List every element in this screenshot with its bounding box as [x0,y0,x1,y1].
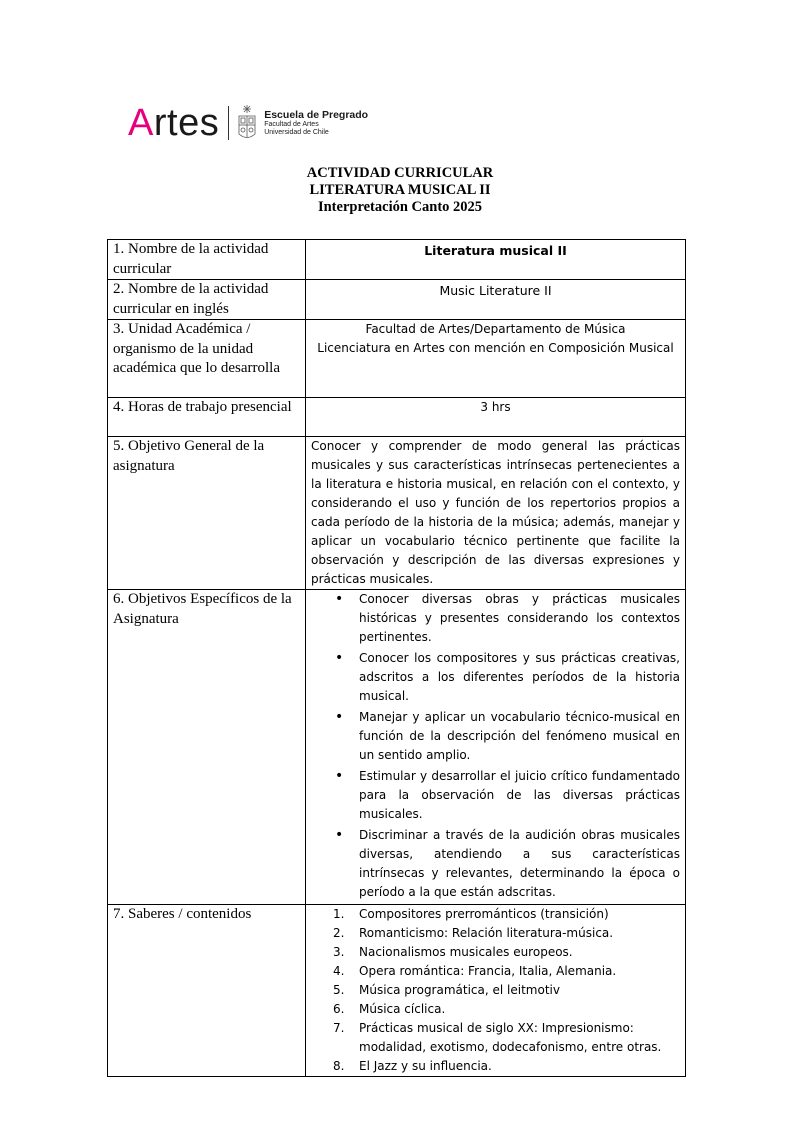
row-value [306,320,686,398]
title-line-1: ACTIVIDAD CURRICULAR [306,165,494,181]
list-number: 4. [333,964,345,978]
row-label: 7. Saberes / contenidos [108,905,306,1077]
list-item [333,943,680,962]
table-row [108,320,686,398]
list-item [333,1057,680,1076]
list-text: Romanticismo: Relación literatura-música. [359,926,614,940]
list-item: • Manejar y aplicar un vocabulario técnico-musical en función de la descripción del fenómeno musical en un sentido amplio. [359,708,680,765]
row-label: 5. Objetivo General de la asignatura [108,437,306,590]
list-number: 5. [333,983,345,997]
list-text: Música programática, el leitmotiv [359,983,560,997]
list-text: Compositores prerrománticos (transición) [359,907,609,921]
curricular-table [107,239,686,1077]
list-text: Nacionalismos musicales europeos. [359,945,573,959]
university-seal-icon [236,104,258,142]
table-row [108,398,686,437]
list-item [333,905,680,924]
table-row [108,437,686,590]
row-value [306,590,686,905]
list-item [333,981,680,1000]
row-label: 6. Objetivos Específicos de la Asignatura [108,590,306,905]
list-item [333,924,680,943]
list-item: • Discriminar a través de la audición obras musicales diversas, atendiendo a sus características intrínsecas y relevantes, determinando la época o período a la que están adscritas. [359,826,680,902]
row-label: 1. Nombre de la actividad curricular [108,240,306,280]
list-number: 1. [333,907,345,921]
logo-school: Escuela de Pregrado [264,109,369,121]
document-title [0,165,800,216]
row-value: Literatura musical II [306,240,686,280]
row-value: 3 hrs [306,398,686,437]
list-text: Música cíclica. [359,1002,446,1016]
list-number: 6. [333,1002,345,1016]
list-item: • Conocer diversas obras y prácticas musicales históricas y presentes considerando los contextos pertinentes. [359,590,680,647]
list-text: Opera romántica: Francia, Italia, Alemania. [359,964,617,978]
logo-faculty: Facultad de Artes [264,121,319,128]
table-row [108,240,686,280]
row-value: Music Literature II [306,280,686,320]
row-label: 3. Unidad Académica / organismo de la unidad académica que lo desarrolla [108,320,306,398]
logo-text-block [264,109,368,137]
list-number: 3. [333,945,345,959]
list-item [333,962,680,981]
table-row [108,905,686,1077]
title-line-3: Interpretación Canto 2025 [317,199,483,215]
logo-university: Universidad de Chile [264,129,329,136]
unit-line-2: Licenciatura en Artes con mención en Composición Musical [317,341,674,355]
list-text: El Jazz y su influencia. [359,1059,492,1073]
list-item [333,1019,680,1057]
list-number: 7. [333,1021,345,1035]
list-item: • Estimular y desarrollar el juicio crítico fundamentado para la observación de las diversas prácticas musicales. [359,767,680,824]
list-number: 2. [333,926,345,940]
contents-list [311,905,680,1076]
artes-logo [128,98,368,148]
list-text: Prácticas musical de siglo XX: Impresionismo: modalidad, exotismo, dodecafonismo, entre otras. [359,1021,662,1054]
row-label: 2. Nombre de la actividad curricular en inglés [108,280,306,320]
logo-divider [228,106,229,140]
table-row [108,280,686,320]
list-item: • Conocer los compositores y sus prácticas creativas, adscritos a los diferentes períodos de la historia musical. [359,649,680,706]
list-number: 8. [333,1059,345,1073]
title-line-2: LITERATURA MUSICAL II [309,182,491,198]
list-item [333,1000,680,1019]
specific-objectives-list [311,590,680,902]
row-value: Conocer y comprender de modo general las prácticas musicales y sus características intrínsecas pertenecientes a la literatura e historia musical, en relación con el contexto, y considerando el uso y función de los repertorios propios a cada período de la historia de la música; además, manejar y aplicar un vocabulario técnico pertinente que facilite la observación y descripción de las diversas expresiones y prácticas musicales. [306,437,686,590]
unit-line-1: Facultad de Artes/Departamento de Música [365,322,626,336]
row-label: 4. Horas de trabajo presencial [108,398,306,437]
logo-rest-letters: rtes [153,102,220,144]
logo-accent-letter: A [128,102,154,144]
logo-wordmark [128,103,219,143]
table-row [108,590,686,905]
row-value [306,905,686,1077]
